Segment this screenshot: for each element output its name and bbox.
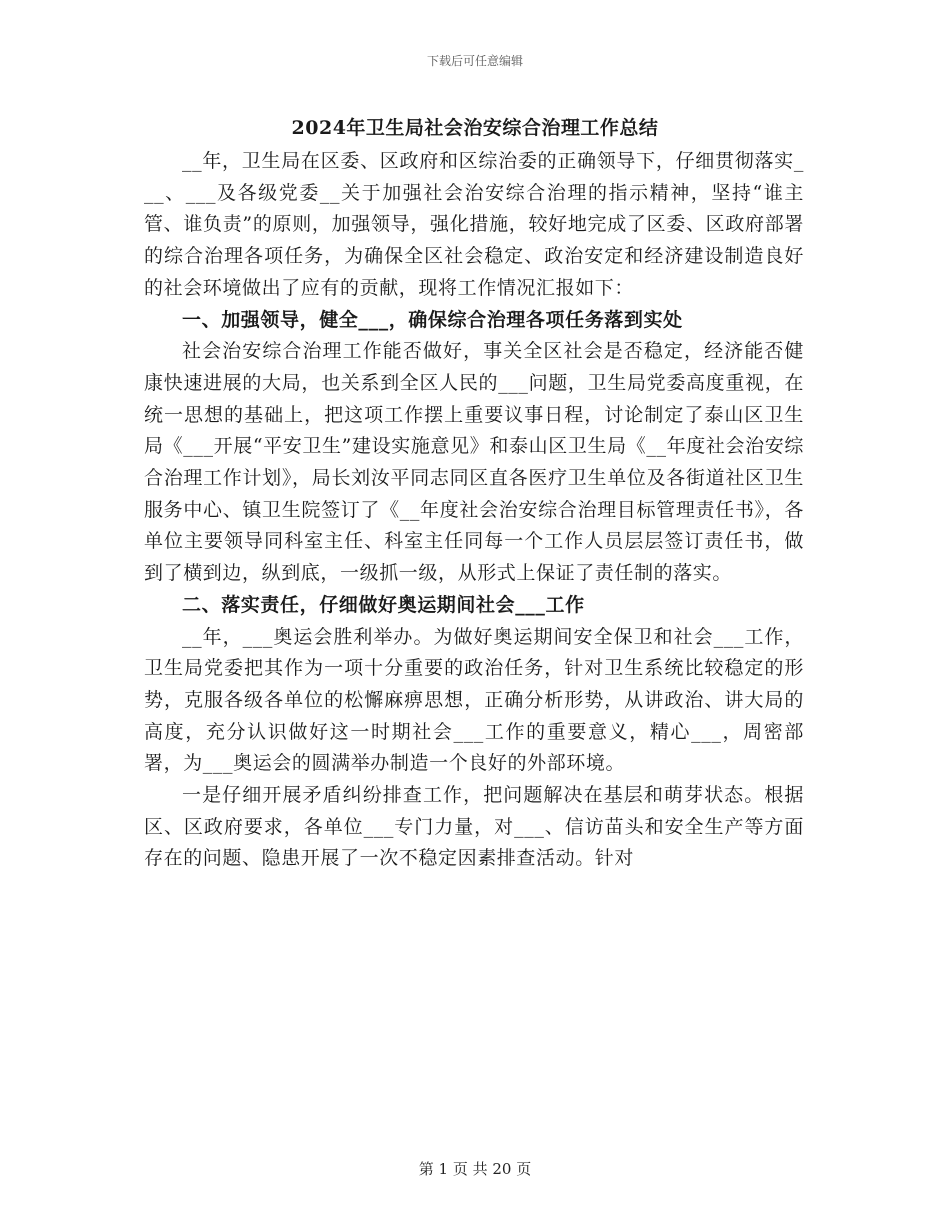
section-2-paragraph-1: __年，___奥运会胜利举办。为做好奥运期间安全保卫和社会___工作，卫生局党委把其作为一项十分重要的政治任务，针对卫生系统比较稳定的形势，克服各级各单位的松懈麻痹思想，正确分析形势，从讲政治、讲大局的高度，充分认识做好这一时期社会___工作的重要意义，精心___，周密部署，为___奥运会的圆满举办制造一个良好的外部环境。 (144, 625, 804, 775)
section-1-heading: 一、加强领导，健全___，确保综合治理各项任务落到实处 (182, 308, 683, 331)
section-2-heading: 二、落实责任，仔细做好奥运期间社会___工作 (182, 593, 585, 616)
intro-paragraph: __年，卫生局在区委、区政府和区综治委的正确领导下，仔细贯彻落实___、___及各级党委__关于加强社会治安综合治理的指示精神，坚持“谁主管、谁负责”的原则，加强领导，强化措施，较好地完成了区委、区政府部署的综合治理各项任务，为确保全区社会稳定、政治安定和经济建设制造良好的社会环境做出了应有的贡献，现将工作情况汇报如下： (144, 150, 804, 299)
section-2-paragraph-2: 一是仔细开展矛盾纠纷排查工作，把问题解决在基层和萌芽状态。根据区、区政府要求，各单位___专门力量，对___、信访苗头和安全生产等方面存在的问题、隐患开展了一次不稳定因素排查活动。针对 (144, 784, 804, 870)
page-footer: 第 1 页 共 20 页 (418, 1160, 532, 1178)
document-title: 2024年卫生局社会治安综合治理工作总结 (291, 117, 659, 139)
header-note: 下载后可任意编辑 (426, 54, 523, 68)
document-body (144, 146, 804, 875)
section-1-paragraph: 社会治安综合治理工作能否做好，事关全区社会是否稳定，经济能否健康快速进展的大局，也关系到全区人民的___问题，卫生局党委高度重视，在统一思想的基础上，把这项工作摆上重要议事日程，讨论制定了泰山区卫生局《___开展“平安卫生”建设实施意见》和泰山区卫生局《__年度社会治安综合治理工作计划》，局长刘汝平同志同区直各医疗卫生单位及各街道社区卫生服务中心、镇卫生院签订了《__年度社会治安综合治理目标管理责任书》，各单位主要领导同科室主任、科室主任同每一个工作人员层层签订责任书，做到了横到边，纵到底，一级抓一级，从形式上保证了责任制的落实。 (144, 340, 804, 585)
